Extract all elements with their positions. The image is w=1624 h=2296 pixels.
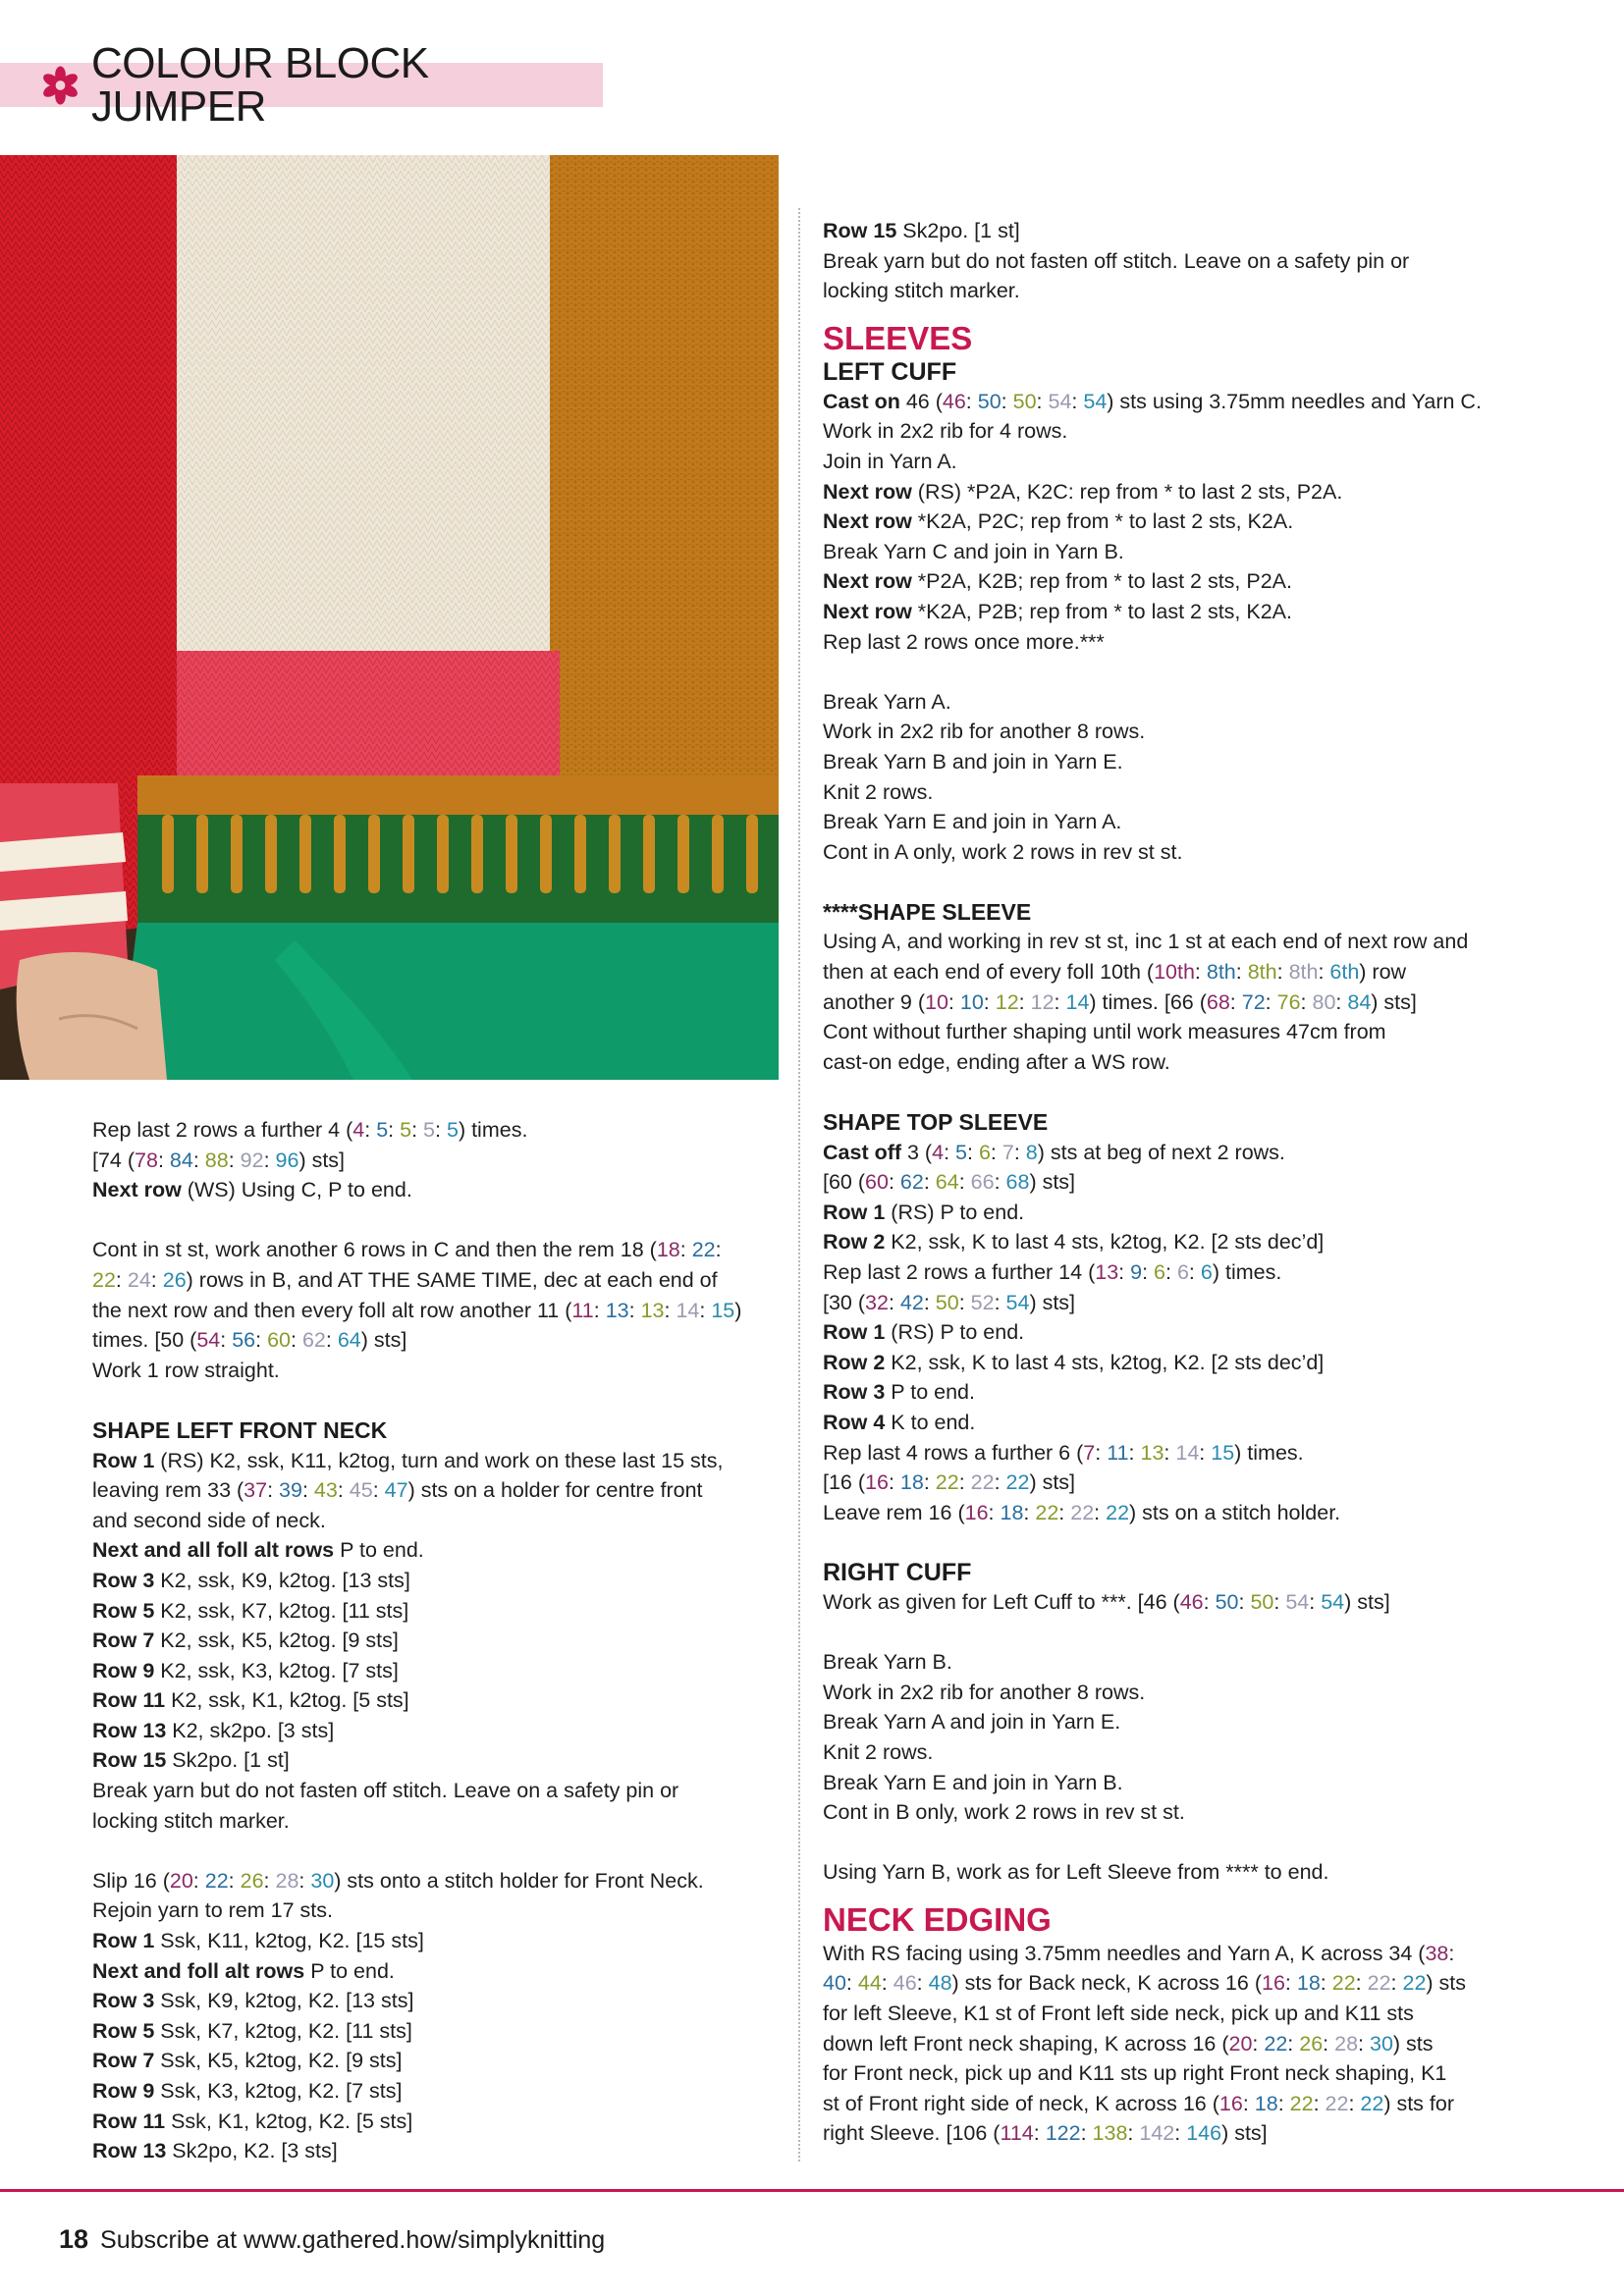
text-line: Row 11 Ssk, K1, k2tog, K2. [5 sts]: [92, 2109, 413, 2133]
flower-icon: [39, 64, 81, 107]
text-line: Row 5 K2, ssk, K7, k2tog. [11 sts]: [92, 1598, 409, 1623]
text-line: Break Yarn E and join in Yarn B.: [823, 1770, 1123, 1794]
text-line: Row 1 Ssk, K11, k2tog, K2. [15 sts]: [92, 1929, 424, 1953]
right-column: [823, 216, 1540, 2149]
text-line: Rep last 2 rows a further 4 (4: 5: 5: 5: 5) times.: [92, 1118, 528, 1142]
text-line: cast-on edge, ending after a WS row.: [823, 1049, 1170, 1074]
text-line: for left Sleeve, K1 st of Front left side neck, pick up and K11 sts: [823, 2002, 1414, 2026]
text-line: Break Yarn C and join in Yarn B.: [823, 539, 1124, 563]
text-line: down left Front neck shaping, K across 16 (20: 22: 26: 28: 30) sts: [823, 2031, 1434, 2056]
text-line: Row 15 Sk2po. [1 st]: [823, 219, 1020, 242]
text-line: [30 (32: 42: 50: 52: 54) sts]: [823, 1290, 1076, 1314]
column-divider: [798, 208, 800, 2162]
text-line: [74 (78: 84: 88: 92: 96) sts]: [92, 1148, 346, 1172]
text-line: 40: 44: 46: 48) sts for Back neck, K across 16 (16: 18: 22: 22: 22) sts: [823, 1971, 1467, 1996]
text-line: the next row and then every foll alt row another 11 (11: 13: 13: 14: 15): [92, 1298, 742, 1322]
text-line: Cast on 46 (46: 50: 50: 54: 54) sts using 3.75mm needles and Yarn C.: [823, 389, 1482, 413]
text-line: Break Yarn A and join in Yarn E.: [823, 1710, 1121, 1735]
text-line: Knit 2 rows.: [823, 779, 934, 804]
text-line: [16 (16: 18: 22: 22: 22) sts]: [823, 1470, 1076, 1495]
page-number: 18: [59, 2224, 89, 2254]
text-line: Next row *P2A, K2B; rep from * to last 2 sts, P2A.: [823, 569, 1292, 594]
text-line: Row 1 (RS) P to end.: [823, 1200, 1025, 1224]
text-line: Using Yarn B, work as for Left Sleeve from **** to end.: [823, 1860, 1329, 1885]
text-line: Row 13 Sk2po, K2. [3 sts]: [92, 2139, 338, 2163]
text-line: Row 7 K2, ssk, K5, k2tog. [9 sts]: [92, 1629, 399, 1653]
text-line: Row 3 K2, ssk, K9, k2tog. [13 sts]: [92, 1568, 410, 1592]
subheading-left-cuff: LEFT CUFF: [823, 357, 957, 386]
text-line: Rejoin yarn to rem 17 sts.: [92, 1898, 333, 1923]
text-line: locking stitch marker.: [92, 1808, 290, 1833]
text-line: Cont in A only, work 2 rows in rev st st.: [823, 839, 1183, 864]
text-line: Row 9 K2, ssk, K3, k2tog. [7 sts]: [92, 1658, 399, 1682]
text-line: Cont in B only, work 2 rows in rev st st.: [823, 1800, 1185, 1825]
text-line: Break Yarn E and join in Yarn A.: [823, 810, 1122, 834]
footer: [59, 2224, 605, 2255]
text-line: Row 7 Ssk, K5, k2tog, K2. [9 sts]: [92, 2049, 403, 2073]
text-line: Using A, and working in rev st st, inc 1 st at each end of next row and: [823, 930, 1469, 954]
section-heading: ****SHAPE SLEEVE: [823, 898, 1032, 925]
text-line: Next row *K2A, P2B; rep from * to last 2 sts, K2A.: [823, 599, 1292, 623]
text-line: Work in 2x2 rib for another 8 rows.: [823, 1680, 1146, 1704]
text-line: Break Yarn B and join in Yarn E.: [823, 749, 1123, 774]
text-line: Row 4 K to end.: [823, 1410, 976, 1434]
section-heading-neck-edging: NECK EDGING: [823, 1900, 1052, 1938]
header-band: [0, 38, 603, 131]
subheading-right-cuff: RIGHT CUFF: [823, 1558, 972, 1586]
text-line: for Front neck, pick up and K11 sts up right Front neck shaping, K1: [823, 2061, 1447, 2086]
text-line: Row 11 K2, ssk, K1, k2tog. [5 sts]: [92, 1688, 409, 1713]
text-line: Rep last 4 rows a further 6 (7: 11: 13: 14: 15) times.: [823, 1440, 1304, 1465]
text-line: Cont in st st, work another 6 rows in C and then the rem 18 (18: 22:: [92, 1238, 722, 1262]
text-line: Break Yarn A.: [823, 689, 951, 714]
left-column: [92, 1115, 780, 2166]
text-line: Row 3 P to end.: [823, 1380, 975, 1405]
footer-rule: [0, 2189, 1624, 2192]
text-line: then at each end of every foll 10th (10th: 8th: 8th: 8th: 6th) row: [823, 960, 1407, 985]
text-line: Next and all foll alt rows P to end.: [92, 1538, 424, 1563]
text-line: Rep last 2 rows once more.***: [823, 629, 1105, 654]
text-line: locking stitch marker.: [823, 279, 1020, 303]
text-line: Next row (RS) *P2A, K2C: rep from * to last 2 sts, P2A.: [823, 479, 1343, 504]
text-line: Next row (WS) Using C, P to end.: [92, 1178, 412, 1202]
text-line: 22: 24: 26) rows in B, and AT THE SAME TIME, dec at each end of: [92, 1267, 718, 1292]
text-line: Row 2 K2, ssk, K to last 4 sts, k2tog, K2. [2 sts dec’d]: [823, 1350, 1325, 1374]
text-line: Join in Yarn A.: [823, 449, 957, 473]
text-line: Row 2 K2, ssk, K to last 4 sts, k2tog, K2. [2 sts dec’d]: [823, 1230, 1325, 1255]
text-line: Break yarn but do not fasten off stitch. Leave on a safety pin or: [823, 248, 1410, 273]
text-line: another 9 (10: 10: 12: 12: 14) times. [66 (68: 72: 76: 80: 84) sts]: [823, 989, 1417, 1014]
text-line: Next and foll alt rows P to end.: [92, 1958, 395, 1983]
text-line: times. [50 (54: 56: 60: 62: 64) sts]: [92, 1328, 407, 1353]
text-line: st of Front right side of neck, K across 16 (16: 18: 22: 22: 22) sts for: [823, 2091, 1454, 2115]
text-line: Cont without further shaping until work measures 47cm from: [823, 1020, 1386, 1044]
page-title: COLOUR BLOCK JUMPER: [90, 38, 429, 131]
text-line: Row 3 Ssk, K9, k2tog, K2. [13 sts]: [92, 1989, 414, 2013]
text-line: Cast off 3 (4: 5: 6: 7: 8) sts at beg of next 2 rows.: [823, 1140, 1285, 1164]
text-line: With RS facing using 3.75mm needles and Yarn A, K across 34 (38:: [823, 1941, 1455, 1965]
text-line: Knit 2 rows.: [823, 1739, 934, 1764]
section-heading: SHAPE LEFT FRONT NECK: [92, 1416, 388, 1443]
section-heading: SHAPE TOP SLEEVE: [823, 1109, 1049, 1136]
text-line: Row 5 Ssk, K7, k2tog, K2. [11 sts]: [92, 2018, 412, 2043]
text-line: Leave rem 16 (16: 18: 22: 22: 22) sts on a stitch holder.: [823, 1500, 1341, 1524]
text-line: Rep last 2 rows a further 14 (13: 9: 6: 6: 6) times.: [823, 1260, 1282, 1284]
text-line: Work 1 row straight.: [92, 1358, 280, 1382]
text-line: Work as given for Left Cuff to ***. [46 (46: 50: 50: 54: 54) sts]: [823, 1589, 1390, 1614]
text-line: Work in 2x2 rib for another 8 rows.: [823, 720, 1146, 744]
text-line: Break yarn but do not fasten off stitch. Leave on a safety pin or: [92, 1779, 679, 1803]
text-line: Row 15 Sk2po. [1 st]: [92, 1748, 290, 1773]
text-line: [60 (60: 62: 64: 66: 68) sts]: [823, 1170, 1076, 1195]
text-line: right Sleeve. [106 (114: 122: 138: 142: 146) sts]: [823, 2121, 1268, 2146]
text-line: and second side of neck.: [92, 1508, 326, 1532]
text-line: Row 1 (RS) K2, ssk, K11, k2tog, turn and work on these last 15 sts,: [92, 1448, 724, 1472]
text-line: leaving rem 33 (37: 39: 43: 45: 47) sts on a holder for centre front: [92, 1478, 703, 1503]
text-line: Row 9 Ssk, K3, k2tog, K2. [7 sts]: [92, 2079, 403, 2103]
text-line: Work in 2x2 rib for 4 rows.: [823, 419, 1068, 444]
section-heading-sleeves: SLEEVES: [823, 319, 973, 356]
text-line: Row 1 (RS) P to end.: [823, 1320, 1025, 1345]
jumper-photo: [0, 155, 779, 1080]
text-line: Slip 16 (20: 22: 26: 28: 30) sts onto a stitch holder for Front Neck.: [92, 1868, 704, 1893]
text-line: Next row *K2A, P2C; rep from * to last 2 sts, K2A.: [823, 509, 1294, 534]
text-line: Row 13 K2, sk2po. [3 sts]: [92, 1718, 335, 1742]
subscribe-text: Subscribe at www.gathered.how/simplyknitting: [100, 2226, 606, 2254]
text-line: Break Yarn B.: [823, 1650, 952, 1675]
